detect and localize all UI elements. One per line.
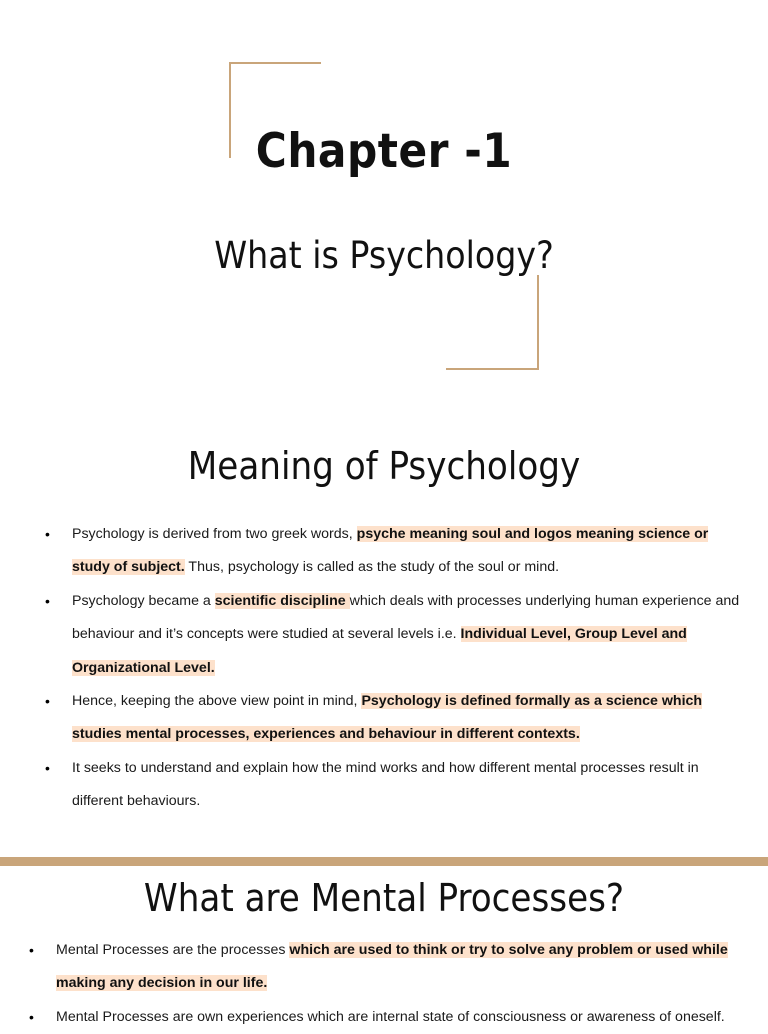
meaning-list	[72, 518, 740, 819]
item-text: Mental Processes are the processes	[56, 942, 290, 958]
item-text: It seeks to understand and explain how the mind works and how different mental processes result in different behaviours.	[72, 759, 699, 810]
highlighted-text: Psychology is defined formally as a science which studies mental processes, experiences and behaviour in different contexts.	[72, 693, 703, 743]
highlighted-text: Individual Level, Group Level and Organizational Level.	[72, 626, 687, 676]
section-heading-mental-processes: What are Mental Processes?	[143, 876, 625, 920]
item-text: Hence, keeping the above view point in mind,	[72, 693, 362, 710]
section-heading-meaning: Meaning of Psychology	[187, 444, 581, 488]
chapter-subtitle: What is Psychology?	[214, 234, 554, 277]
list-item	[56, 934, 756, 1001]
list-item	[72, 752, 740, 819]
highlighted-text: psyche meaning soul and logos meaning science or study of subject.	[72, 526, 709, 576]
item-text: Psychology became a	[72, 592, 215, 609]
highlighted-text: scientific discipline	[214, 592, 350, 609]
section-divider	[0, 857, 768, 866]
item-text: Mental Processes are own experiences which are internal state of consciousness or awareness of oneself.	[56, 1008, 725, 1025]
item-text: which deals with processes underlying human experience and behaviour and it’s concepts were studied at several levels i.e.	[72, 592, 740, 643]
list-item	[72, 685, 740, 752]
list-item	[56, 1001, 756, 1034]
list-item	[72, 585, 740, 685]
list-item	[72, 518, 740, 585]
chapter-title: Chapter -1	[255, 124, 513, 179]
item-text: Thus, psychology is called as the study of the soul or mind.	[184, 559, 560, 576]
item-text: Psychology is derived from two greek words,	[72, 526, 357, 542]
decorative-corner-bottom-right	[446, 275, 539, 370]
mental-processes-list	[56, 934, 756, 1034]
highlighted-text: which are used to think or try to solve any problem or used while making any decision in our life.	[56, 942, 728, 992]
